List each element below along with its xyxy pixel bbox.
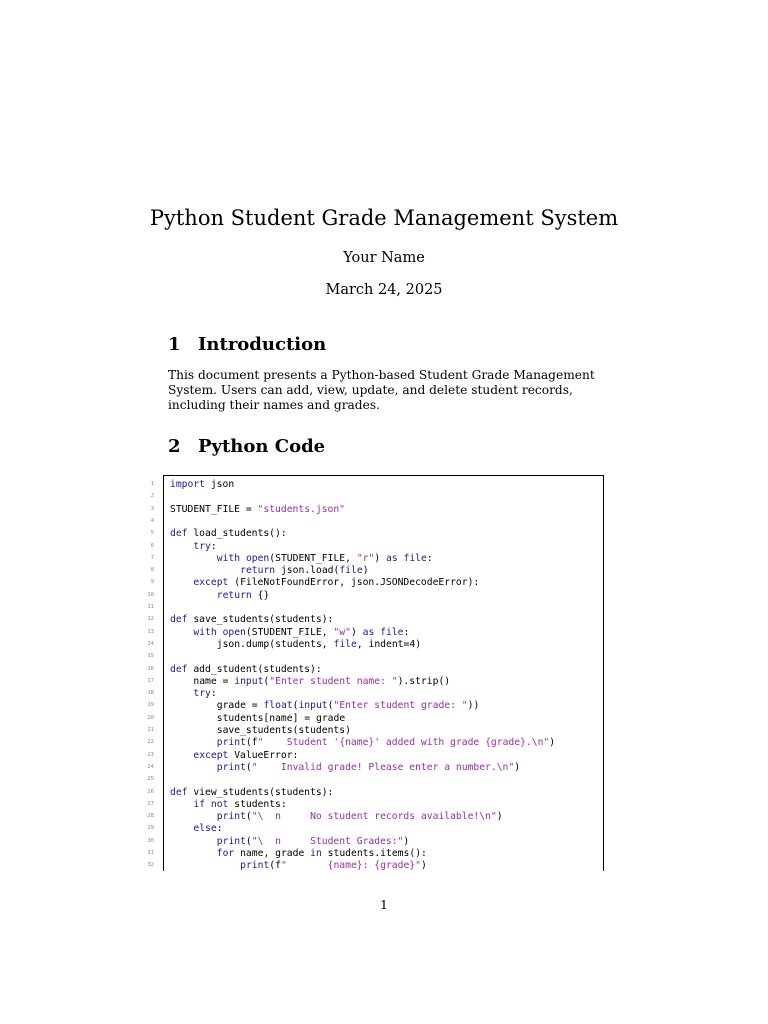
code-line-number: 4	[150, 517, 154, 524]
code-line-text: def add_student(students):	[170, 663, 322, 675]
code-line-number: 1	[150, 481, 154, 487]
code-line-number: 32	[147, 862, 154, 869]
code-line-text: STUDENT_FILE = "students.json"	[170, 503, 346, 515]
section-title: Python Code	[198, 436, 326, 457]
code-line-number: 19	[147, 702, 154, 709]
code-line-text: students[name] = grade	[216, 712, 346, 724]
code-line-text: print(f" Student '{name}' added with grade {grade}.\n")	[216, 737, 556, 749]
code-line-number: 23	[147, 751, 154, 758]
code-line-text: print(f" {name}: {grade}")	[240, 860, 427, 871]
code-line-text: def load_students():	[170, 528, 287, 540]
code-line-number: 29	[147, 825, 154, 832]
code-line-number: 2	[150, 493, 154, 500]
code-line-text: except (FileNotFoundError, json.JSONDecodeError):	[193, 577, 480, 589]
section-number: 2	[168, 436, 181, 457]
code-line-text: def view_students(students):	[170, 786, 334, 798]
code-line-number: 11	[147, 604, 154, 610]
code-line-text: def save_students(students):	[170, 614, 334, 626]
code-line-text: grade = float(input("Enter student grade: "))	[216, 700, 480, 712]
document-date: March 24, 2025	[325, 282, 443, 298]
document-title: Python Student Grade Management System	[149, 206, 619, 230]
code-line-text: save_students(students)	[216, 725, 351, 736]
section-heading-python-code	[168, 436, 325, 457]
document-author: Your Name	[343, 250, 425, 266]
code-line-number: 9	[150, 579, 154, 586]
code-line-text: return json.load(file)	[240, 565, 369, 577]
section-title: Introduction	[198, 334, 327, 355]
code-line-text: json.dump(students, file, indent=4)	[216, 638, 422, 650]
code-line-text: with open(STUDENT_FILE, "r") as file:	[216, 552, 433, 564]
code-line-text: if not students:	[193, 798, 287, 810]
code-line-number: 14	[147, 640, 154, 647]
code-line-text: for name, grade in students.items():	[216, 848, 427, 859]
code-line-text: return {}	[216, 589, 270, 601]
code-line-number: 6	[150, 542, 154, 549]
intro-paragraph: This document presents a Python-based Student Grade Management System. Users can add, view, update, and delete student records, including their names and grades.	[168, 368, 595, 412]
code-line-text: except ValueError:	[193, 749, 299, 761]
code-line-number: 25	[147, 776, 154, 783]
code-line-number: 24	[147, 763, 154, 770]
code-line-number: 22	[147, 739, 154, 746]
page-number: 1	[380, 897, 388, 912]
code-line-text: with open(STUDENT_FILE, "w") as file:	[193, 626, 410, 638]
code-line-number: 26	[147, 788, 154, 795]
code-line-number: 16	[147, 665, 154, 672]
code-line-number: 31	[147, 850, 154, 856]
code-line-number: 30	[147, 837, 154, 844]
code-line-text: try:	[193, 688, 217, 700]
code-line-number: 12	[147, 616, 154, 623]
code-line-number: 13	[147, 628, 154, 635]
code-line-number: 5	[150, 530, 154, 537]
code-line-text: print(" Invalid grade! Please enter a number.\n")	[216, 761, 521, 773]
code-line-text: else:	[193, 823, 223, 835]
code-line-number: 18	[147, 690, 154, 697]
code-line-number: 15	[147, 653, 154, 660]
section-number: 1	[168, 334, 181, 355]
section-heading-introduction	[168, 334, 326, 355]
code-line-number: 17	[147, 677, 154, 684]
code-line-text: print("\ n Student Grades:")	[216, 835, 410, 847]
code-line-text: try:	[193, 540, 217, 552]
code-line-number: 10	[147, 591, 154, 598]
code-line-number: 27	[147, 800, 154, 807]
code-line-number: 8	[150, 567, 154, 574]
code-line-number: 20	[147, 714, 154, 721]
code-line-text: import json	[170, 479, 235, 490]
code-line-text: name = input("Enter student name: ").strip()	[193, 675, 451, 687]
code-line-number: 7	[150, 554, 154, 561]
code-line-text: print("\ n No student records available!\n")	[216, 811, 503, 823]
code-line-number: 3	[150, 505, 154, 512]
code-line-number: 21	[147, 727, 154, 733]
code-listing	[163, 475, 604, 871]
code-line-number: 28	[147, 813, 154, 820]
